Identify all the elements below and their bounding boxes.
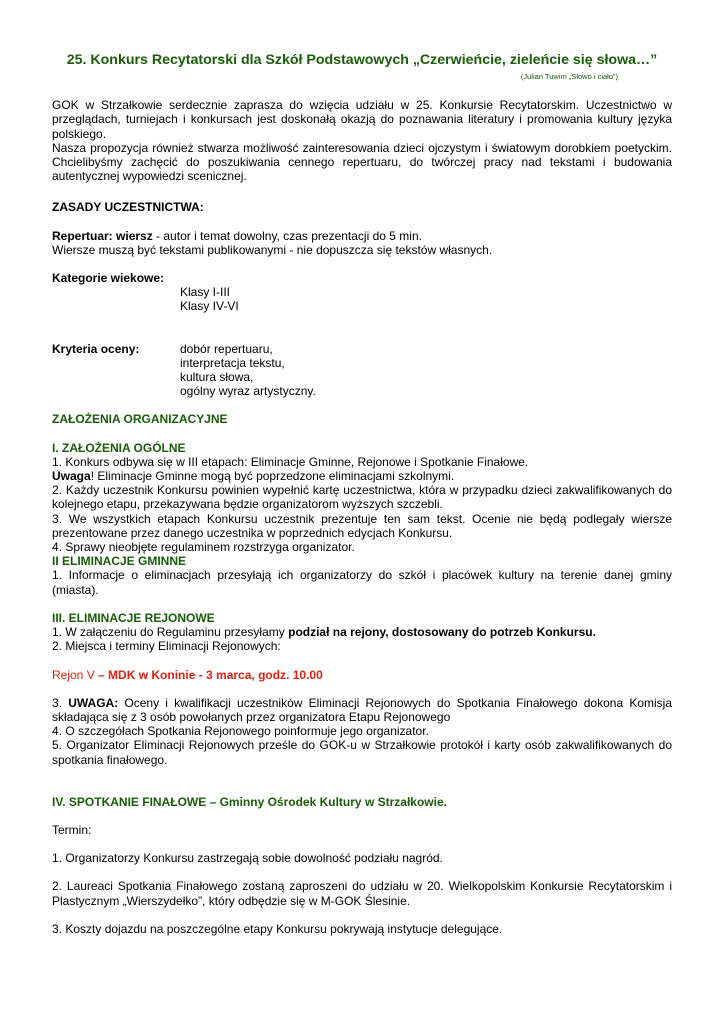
zalozenia-heading: ZAŁOŻENIA ORGANIZACYJNE xyxy=(52,412,228,427)
s1-item-4: 4. Sprawy nieobjęte regulaminem rozstrzyga organizator. xyxy=(52,540,355,555)
intro-paragraph-1: GOK w Strzałkowie serdecznie zaprasza do wzięcia udziału w 25. Konkursie Recytatorskim. Uczestnictwo w przeglądach, turniejach i konkursach jest doskonałą okazją do poznawania literatury i promowania kultury języka polskiego. xyxy=(52,98,672,141)
page-title: 25. Konkurs Recytatorski dla Szkół Podstawowych „Czerwieńcie, zieleńcie się słowa…” xyxy=(66,52,658,68)
rejon-bold: – MDK w Koninie - 3 marca, godz. 10.00 xyxy=(98,667,323,682)
s3-item-3-num: 3. xyxy=(52,695,69,710)
s1-uwaga-text: ! Eliminacje Gminne mogą być poprzedzone eliminacjami szkolnymi. xyxy=(90,469,455,484)
s1-uwaga-label: Uwaga xyxy=(52,469,91,484)
s3-item-1-text: 1. W załączeniu do Regulaminu przesyłamy xyxy=(52,625,289,640)
kryterium-item: dobór repertuaru, xyxy=(180,341,273,356)
section-1-heading: I. ZAŁOŻENIA OGÓLNE xyxy=(52,440,186,455)
s4-item-1: 1. Organizatorzy Konkursu zastrzegają sobie dowolność podziału nagród. xyxy=(52,851,443,866)
s3-item-3-bold: UWAGA: xyxy=(68,695,119,710)
s3-item-1 xyxy=(52,625,672,639)
repertuar-text: - autor i temat dowolny, czas prezentacji do 5 min. xyxy=(152,228,422,243)
kryteria-block xyxy=(52,342,672,399)
s1-item-2: 2. Każdy uczestnik Konkursu powinien wypełnić kartę uczestnictwa, która w przypadku dzieci zakwalifikowanych do kolejnego etapu, przekazywana będzie organizatorom wyższych szczebli. xyxy=(52,483,672,512)
kryterium-item: interpretacja tekstu, xyxy=(180,355,285,370)
s3-item-5: 5. Organizator Eliminacji Rejonowych prześle do GOK-u w Strzałkowie protokół i karty osób zakwalifikowanych do spotkania finałowego. xyxy=(52,738,672,767)
s1-uwaga xyxy=(52,469,672,483)
repertuar-line-2: Wiersze muszą być tekstami publikowanymi - nie dopuszcza się tekstów własnych. xyxy=(52,242,493,257)
s2-item-1: 1. Informacje o eliminacjach przesyłają ich organizatorzy do szkół i placówek kultury na terenie danej gminy (miasta). xyxy=(52,568,672,597)
zasady-heading: ZASADY UCZESTNICTWA: xyxy=(52,200,204,215)
s3-item-4: 4. O szczegółach Spotkania Rejonowego poinformuje jego organizator. xyxy=(52,724,429,739)
s3-item-1-bold: podział na rejony, dostosowany do potrzeb Konkursu. xyxy=(288,625,596,640)
kryterium-item: ogólny wyraz artystyczny. xyxy=(180,384,316,399)
kategorie-label: Kategorie wiekowe: xyxy=(52,271,165,286)
s1-item-3: 3. We wszystkich etapach Konkursu uczestnik prezentuje ten sam tekst. Ocenie nie będą podlegały wiersze prezentowane przez danego uczestnika w poprzednich edycjach Konkursu. xyxy=(52,511,672,540)
rejon-plain: Rejon V xyxy=(52,667,99,682)
kategoria-item: Klasy IV-VI xyxy=(180,299,239,314)
s4-item-3: 3. Koszty dojazdu na poszczególne etapy Konkursu pokrywają instytucje delegujące. xyxy=(52,921,503,936)
kategoria-item: Klasy I-III xyxy=(180,285,231,300)
section-2-heading: II ELIMINACJE GMINNE xyxy=(52,554,187,569)
section-4-heading: IV. SPOTKANIE FINAŁOWE – Gminny Ośrodek Kultury w Strzałkowie. xyxy=(52,794,447,809)
termin-label: Termin: xyxy=(52,822,92,837)
s4-item-2: 2. Laureaci Spotkania Finałowego zostaną zaproszeni do udziału w 20. Wielkopolskim Konkursie Recytatorskim i Plastycznym „Wierszydełko”, który odbędzie się w M-GOK Ślesinie. xyxy=(52,879,672,908)
repertuar-bold: wiersz xyxy=(116,228,153,243)
rejon-line xyxy=(52,668,672,682)
s3-item-3 xyxy=(52,696,672,724)
section-3-heading: III. ELIMINACJE REJONOWE xyxy=(52,610,215,625)
repertuar-line xyxy=(52,229,672,243)
kryteria-label: Kryteria oceny: xyxy=(52,341,140,356)
kryterium-item: kultura słowa, xyxy=(180,370,254,385)
intro-paragraph-2: Nasza propozycja również stwarza możliwość zainteresowania dzieci ojczystym i światowym dorobkiem poetyckim. Chcielibyśmy zachęcić do poszukiwania cennego repertuaru, do twórczej pracy nad tekstami i budowania autentycznej wypowiedzi scenicznej. xyxy=(52,140,672,184)
document-page xyxy=(52,52,672,936)
s3-item-3-text: Oceny i kwalifikacji uczestników Eliminacji Rejonowych do Spotkania Finałowego dokona Komisja składająca się z 3 osób powołanych przez organizatora Etapu Rejonowego xyxy=(52,695,673,724)
repertuar-label: Repertuar: xyxy=(52,228,113,243)
s1-item-1: 1. Konkurs odbywa się w III etapach: Eliminacje Gminne, Rejonowe i Spotkanie Finałowe. xyxy=(52,454,529,469)
title-quote-source: (Julian Tuwim „Słowo i ciało”) xyxy=(520,72,618,81)
s3-item-2: 2. Miejsca i terminy Eliminacji Rejonowych: xyxy=(52,639,281,654)
